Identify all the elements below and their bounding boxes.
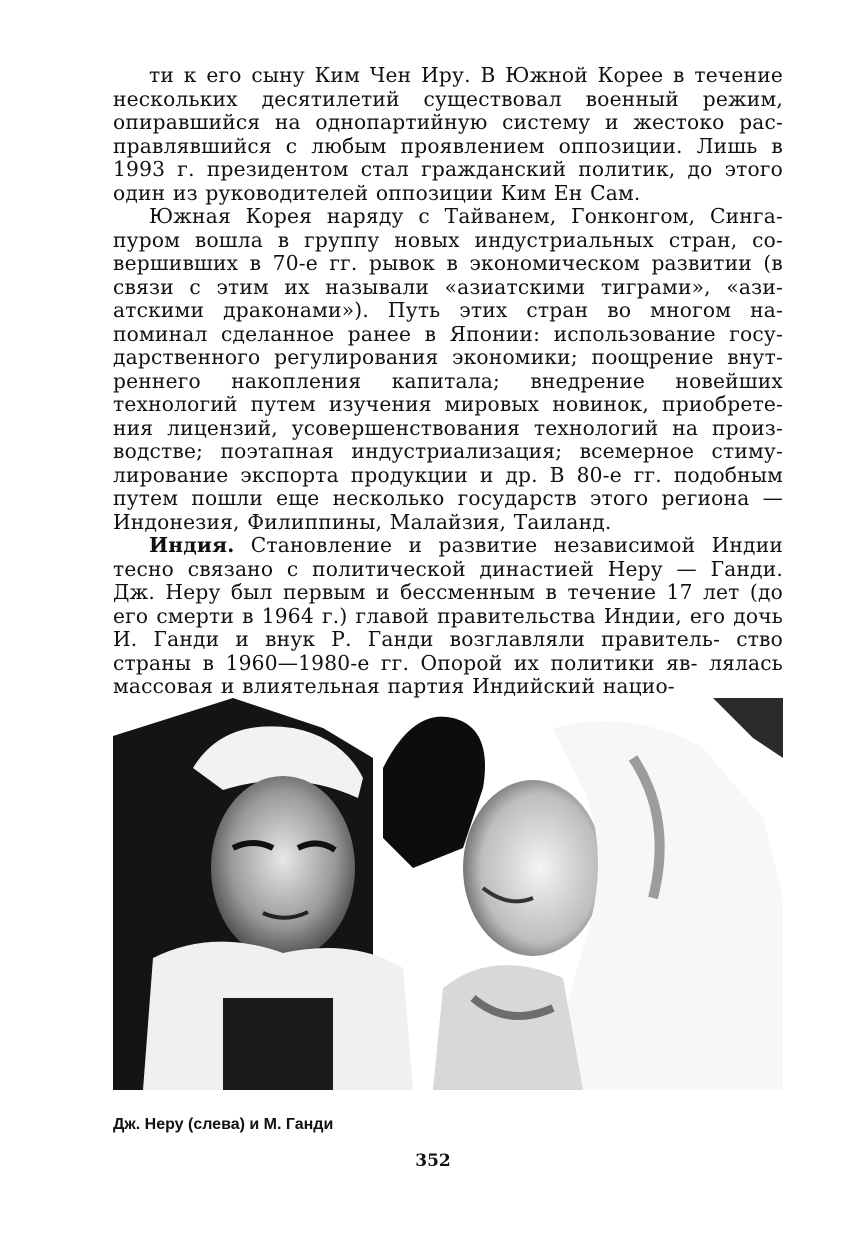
paragraph-india [113,534,783,699]
text-line: Становление и развитие независимой Индии [234,533,783,557]
text-line: тесно связано с политической династией Неру — Ганди. [113,556,783,581]
text-line: атскими драконами»). Путь этих стран во многом на- [113,298,783,322]
text-line: ство страны в 1960—1980-е гг. Опорой их политики яв- [113,627,783,675]
text-line: пуром вошла в группу новых индустриальных стран, со- [113,227,783,252]
text-line: путем пошли еще несколько государств этого региона — [113,486,783,510]
text-line: поминал сделанное ранее в Японии: использование госу- [113,321,783,346]
section-heading-india: Индия. [149,533,235,557]
text-line: Южная Корея наряду с Тайванем, Гонконгом, Синга- [149,204,783,228]
text-line: нескольких десятилетий существовал военный режим, [113,86,783,111]
text-line: 1993 г. президентом стал гражданский политик, до этого [113,157,783,181]
photo-nehru-gandhi [113,698,783,1090]
text-line: дарственного регулирования экономики; поощрение внут- [113,345,783,369]
text-line: лирование экспорта продукции и др. В 80-е гг. подобным [113,462,783,487]
text-line: водстве; поэтапная индустриализация; всемерное стиму- [113,439,783,463]
text-line: Индонезия, Филиппины, Малайзия, Таиланд. [113,509,612,534]
text-line: правлявшийся с любым проявлением оппозиции. Лишь в [113,133,783,158]
text-line: его смерти в 1964 г.) главой правительства Индии, его [113,603,726,628]
text-line: дочь И. Ганди и внук Р. Ганди возглавляли правитель- [113,603,783,651]
text-line: один из руководителей оппозиции Ким Ен Сам. [113,180,641,205]
text-line: лялась массовая и влиятельная партия Индийский нацио- [113,650,783,698]
text-line: ния лицензий, усовершенствования технологий на произ- [113,415,783,440]
photo-caption: Дж. Неру (слева) и М. Ганди [113,1116,334,1133]
text-line: ти к его сыну Ким Чен Иру. В Южной Корее в течение [149,63,783,87]
text-line: вершивших в 70-е гг. рывок в экономическом развитии [113,251,752,275]
text-line: реннего накопления капитала; внедрение новейших [113,368,783,393]
text-line: опиравшийся на однопартийную систему и жестоко рас- [113,110,783,134]
page-number: 352 [415,1151,451,1171]
body-text [113,64,783,699]
text-line: (в связи с этим их называли «азиатскими тиграми», «ази- [113,251,783,299]
text-line: технологий путем изучения мировых новинок, приобрете- [113,392,783,416]
paragraph-korea-regime [113,64,783,205]
text-line: Дж. Неру был первым и бессменным в течение 17 лет (до [113,580,783,604]
paragraph-asian-tigers [113,205,783,534]
